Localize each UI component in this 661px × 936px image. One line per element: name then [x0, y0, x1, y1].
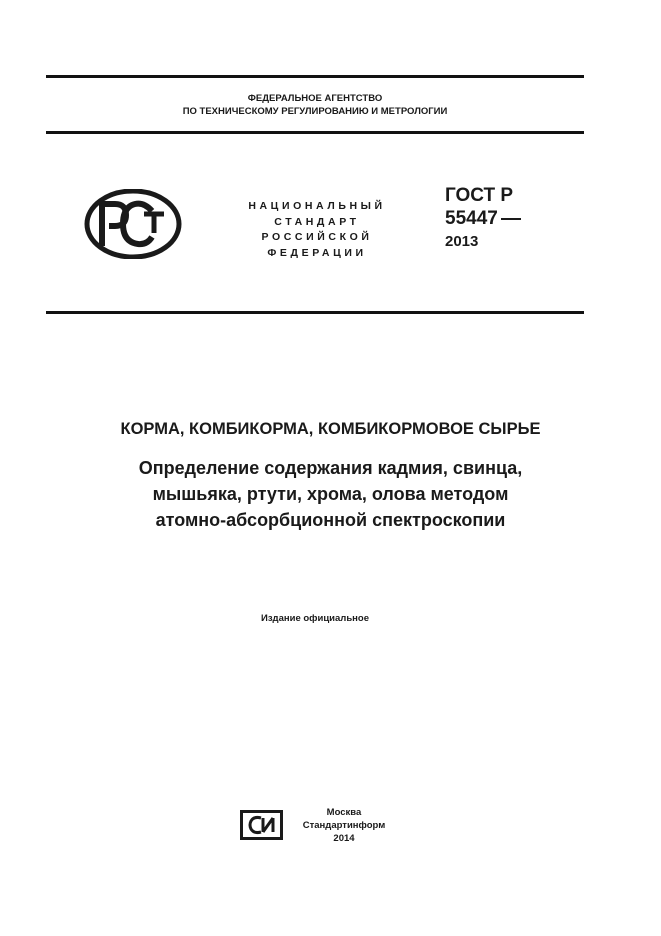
designation-number: 55447 — [445, 208, 498, 229]
document-subtitle — [40, 455, 621, 533]
header-bottom-rule — [46, 311, 584, 314]
standard-type-line-1: НАЦИОНАЛЬНЫЙ — [248, 200, 386, 212]
agency-header — [46, 92, 584, 118]
top-rule — [46, 75, 584, 78]
standard-type-line-3: РОССИЙСКОЙ — [261, 231, 373, 243]
publisher-block — [292, 806, 396, 845]
agency-rule — [46, 131, 584, 134]
edition-label: Издание официальное — [261, 613, 369, 624]
document-title: КОРМА, КОМБИКОРМА, КОМБИКОРМОВОЕ СЫРЬЕ — [120, 420, 541, 438]
publisher-city: Москва — [326, 807, 362, 818]
publisher-name: Стандартинформ — [302, 820, 386, 831]
publisher-year: 2014 — [333, 833, 355, 844]
subtitle-line-1: Определение содержания кадмия, свинца, — [138, 458, 523, 478]
subtitle-line-3: атомно-абсорбционной спектроскопии — [155, 510, 506, 530]
designation-dash — [501, 218, 521, 220]
subtitle-line-2: мышьяка, ртути, хрома, олова методом — [152, 484, 509, 504]
designation-number-line — [445, 207, 585, 230]
standard-type-block — [218, 199, 416, 261]
standard-type-line-2: СТАНДАРТ — [274, 215, 360, 228]
standard-type-line-4: ФЕДЕРАЦИИ — [267, 246, 367, 259]
designation-year: 2013 — [445, 233, 479, 250]
designation-prefix: ГОСТ Р — [445, 185, 514, 206]
agency-line-1: ФЕДЕРАЛЬНОЕ АГЕНТСТВО — [247, 93, 383, 104]
rst-certification-logo-icon — [84, 189, 182, 259]
agency-line-2: ПО ТЕХНИЧЕСКОМУ РЕГУЛИРОВАНИЮ И МЕТРОЛОГИИ — [182, 106, 448, 117]
standard-designation — [445, 184, 585, 252]
standartinform-logo-icon — [239, 809, 284, 841]
